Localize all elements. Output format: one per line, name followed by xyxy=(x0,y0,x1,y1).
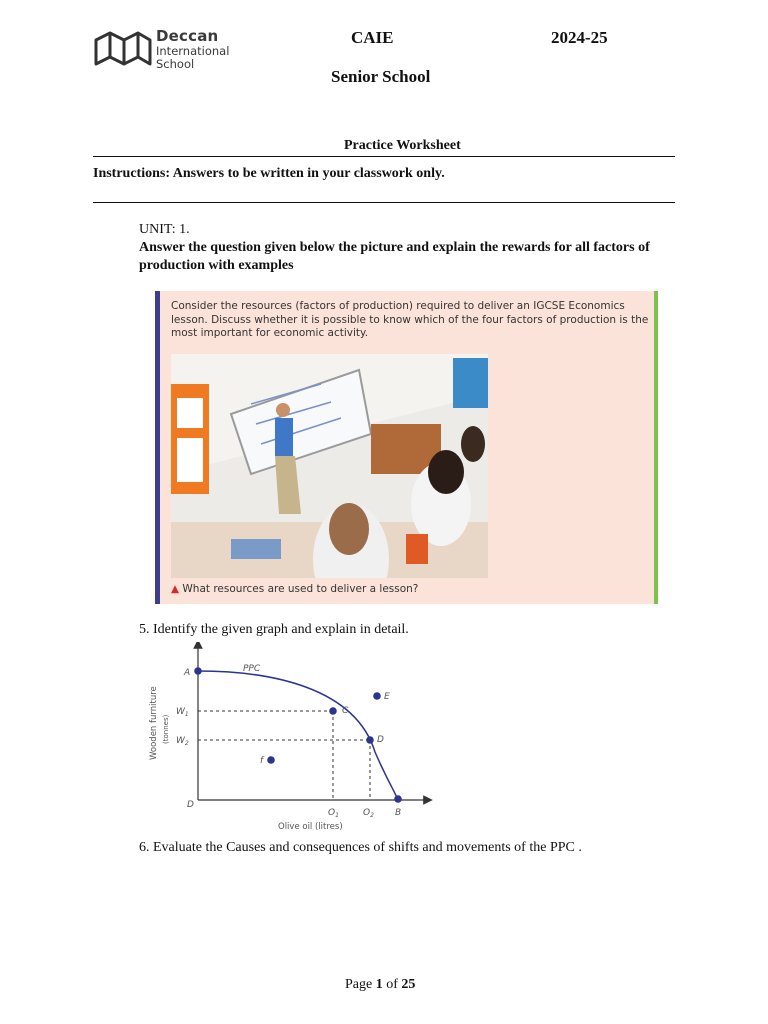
footer-of: of xyxy=(386,977,398,992)
point-b xyxy=(394,795,402,803)
logo-text xyxy=(156,28,229,71)
logo-line-2: International xyxy=(156,44,230,58)
label-o1: $O_1$ xyxy=(328,808,339,819)
section-label: Senior School xyxy=(331,67,431,86)
logo-mark-icon xyxy=(94,30,152,70)
worksheet-title: Practice Worksheet xyxy=(344,138,461,153)
caption-triangle-icon: ▲ xyxy=(171,583,180,595)
point-e xyxy=(373,692,381,700)
box-right-bar xyxy=(654,291,658,604)
footer-page-word: Page xyxy=(345,977,373,992)
label-w2: $W_2$ xyxy=(176,736,189,747)
y-axis-label: Wooden furniture xyxy=(149,686,159,760)
textbook-box xyxy=(155,291,658,604)
y-axis-unit: (tonnes) xyxy=(162,714,170,744)
footer-total: 25 xyxy=(401,977,416,992)
board-label: CAIE xyxy=(351,28,394,47)
box-prompt: Consider the resources (factors of production) required to deliver an IGCSE Economics lesson. Discuss whether it is possible to know which of the four factors of production is the most important for economic activity. xyxy=(171,300,649,339)
label-d: D xyxy=(377,735,384,745)
box-left-bar xyxy=(155,291,160,604)
bottom-rule xyxy=(93,202,675,203)
logo-line-1: Deccan xyxy=(156,27,219,45)
label-o2: $O_2$ xyxy=(363,808,374,819)
classroom-photo xyxy=(171,354,488,578)
box-caption xyxy=(171,583,418,595)
label-f: f xyxy=(260,756,264,766)
point-f xyxy=(267,756,275,764)
label-origin: D xyxy=(187,800,194,810)
unit-question: Answer the question given below the picture and explain the rewards for all factors of production with examples xyxy=(139,240,650,273)
instructions: Instructions: Answers to be written in your classwork only. xyxy=(93,166,445,181)
x-axis-label: Olive oil (litres) xyxy=(278,822,343,832)
label-b: B xyxy=(395,808,402,818)
label-w1: $W_1$ xyxy=(176,707,189,718)
point-c xyxy=(329,707,337,715)
ppc-graph xyxy=(140,642,440,834)
unit-label: UNIT: 1. xyxy=(139,222,190,237)
top-rule xyxy=(93,156,675,157)
point-d xyxy=(366,736,374,744)
question-5: 5. Identify the given graph and explain in detail. xyxy=(139,622,409,637)
label-ppc: PPC xyxy=(243,664,261,674)
label-a: A xyxy=(184,668,191,678)
school-logo xyxy=(94,28,254,72)
page-footer xyxy=(345,977,415,993)
label-e: E xyxy=(384,692,390,702)
year-label: 2024-25 xyxy=(551,28,608,47)
logo-line-3: School xyxy=(156,57,195,71)
footer-page-num: 1 xyxy=(375,977,383,992)
label-c: C xyxy=(342,706,349,716)
point-a xyxy=(194,667,202,675)
question-6: 6. Evaluate the Causes and consequences of shifts and movements of the PPC . xyxy=(139,840,582,855)
caption-text: What resources are used to deliver a lesson? xyxy=(182,583,419,595)
ppc-curve xyxy=(198,671,398,800)
